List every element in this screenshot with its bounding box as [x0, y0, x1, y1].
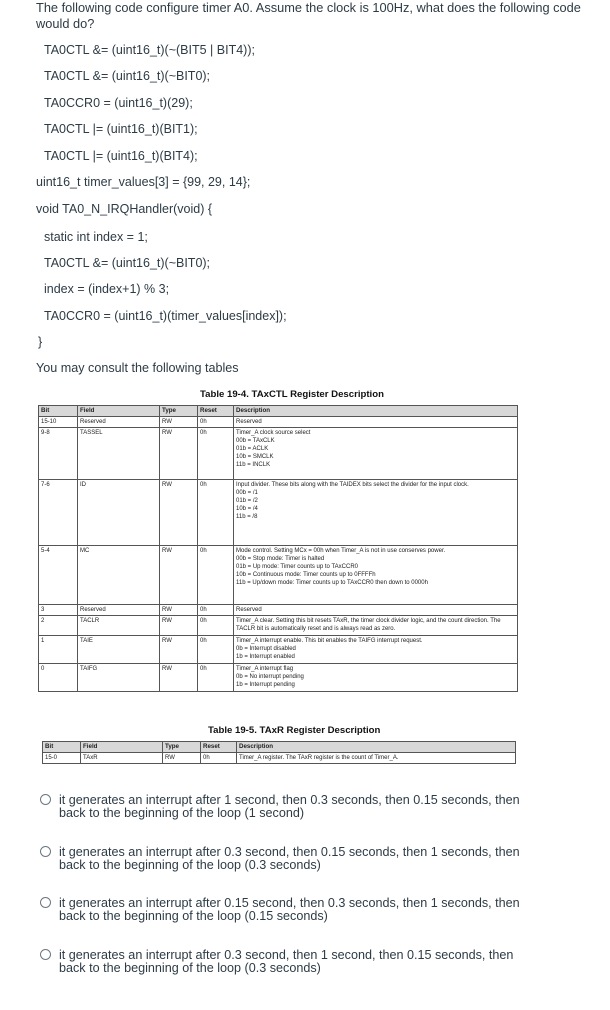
description-line: 10b = Continuous mode: Timer counts up to 0FFFFh [236, 572, 376, 578]
cell-description [234, 605, 518, 616]
cell-reset: 0h [198, 605, 234, 616]
cell-description [234, 480, 518, 546]
code-line: void TA0_N_IRQHandler(void) { [36, 202, 213, 216]
column-header: Bit [43, 742, 81, 753]
description-line: 10b = /4 [236, 506, 258, 512]
description-line: 01b = /2 [236, 498, 258, 504]
cell-field: TASSEL [78, 428, 160, 480]
cell-field: TAIE [78, 636, 160, 664]
cell-reset: 0h [198, 546, 234, 605]
code-line: TA0CTL |= (uint16_t)(BIT4); [44, 149, 198, 163]
column-header: Description [237, 742, 516, 753]
taxr-register-table [42, 741, 516, 764]
description-line: Timer_A clear. Setting this bit resets TAxR, the timer clock divider logic, and the count direction. The TACLR bit is automatically reset and is always read as zero. [236, 618, 501, 632]
cell-type: RW [160, 605, 198, 616]
column-header: Reset [201, 742, 237, 753]
description-line: Timer_A clock source select [236, 430, 311, 436]
cell-type: RW [160, 636, 198, 664]
cell-bit: 9-8 [39, 428, 78, 480]
table-row [39, 664, 518, 692]
radio-button[interactable] [40, 794, 51, 805]
column-header: Reset [198, 406, 234, 417]
cell-type: RW [160, 616, 198, 636]
description-line: Mode control. Setting MCx = 00h when Timer_A is not in use conserves power. [236, 548, 446, 554]
cell-description [237, 753, 516, 764]
code-line: static int index = 1; [44, 230, 148, 244]
code-line: TA0CCR0 = (uint16_t)(29); [44, 96, 193, 110]
description-line: 10b = SMCLK [236, 454, 274, 460]
table-row [39, 417, 518, 428]
cell-type: RW [160, 428, 198, 480]
table-row [39, 428, 518, 480]
cell-type: RW [160, 546, 198, 605]
cell-reset: 0h [198, 428, 234, 480]
cell-bit: 15-0 [43, 753, 81, 764]
table-row [39, 636, 518, 664]
option-label[interactable]: it generates an interrupt after 1 second, then 0.3 seconds, then 0.15 seconds, then back to the beginning of the loop (1 second) [59, 793, 520, 820]
description-line: 01b = ACLK [236, 446, 269, 452]
column-header: Type [160, 406, 198, 417]
cell-type: RW [160, 480, 198, 546]
description-line: 00b = Stop mode: Timer is halted [236, 556, 325, 562]
description-line: Timer_A interrupt flag [236, 666, 294, 672]
cell-bit: 7-6 [39, 480, 78, 546]
table2-caption: Table 19-5. TAxR Register Description [208, 725, 381, 736]
consult-text: You may consult the following tables [36, 361, 239, 375]
cell-description [234, 428, 518, 480]
description-line: 11b = INCLK [236, 462, 271, 468]
option-label[interactable]: it generates an interrupt after 0.3 second, then 0.15 seconds, then 1 seconds, then back to the beginning of the loop (0.3 seconds) [59, 845, 520, 872]
question-prompt: The following code configure timer A0. Assume the clock is 100Hz, what does the following code would do? [36, 0, 581, 31]
table-row [39, 616, 518, 636]
column-header: Description [234, 406, 518, 417]
cell-field: TAxR [81, 753, 163, 764]
radio-button[interactable] [40, 949, 51, 960]
column-header: Field [78, 406, 160, 417]
cell-type: RW [163, 753, 201, 764]
description-line: 1b = Interrupt pending [236, 682, 295, 688]
table1-caption: Table 19-4. TAxCTL Register Description [200, 389, 384, 400]
column-header: Type [163, 742, 201, 753]
table-row [43, 753, 516, 764]
description-line: 1b = Interrupt enabled [236, 654, 295, 660]
code-line: TA0CTL &= (uint16_t)(~BIT0); [44, 256, 211, 270]
description-line: Input divider. These bits along with the TAIDEX bits select the divider for the input clock. [236, 482, 469, 488]
cell-reset: 0h [198, 480, 234, 546]
cell-field: TACLR [78, 616, 160, 636]
cell-field: Reserved [78, 605, 160, 616]
description-line: Reserved [236, 419, 262, 425]
cell-bit: 3 [39, 605, 78, 616]
column-header: Field [81, 742, 163, 753]
cell-reset: 0h [198, 417, 234, 428]
cell-reset: 0h [198, 636, 234, 664]
cell-description [234, 616, 518, 636]
table-header-row [43, 742, 516, 753]
description-line: 01b = Up mode: Timer counts up to TAxCCR0 [236, 564, 359, 570]
cell-description [234, 546, 518, 605]
table-row [39, 480, 518, 546]
radio-button[interactable] [40, 897, 51, 908]
option-label[interactable]: it generates an interrupt after 0.15 second, then 0.3 seconds, then 1 seconds, then back to the beginning of the loop (0.15 seconds) [59, 896, 520, 923]
cell-reset: 0h [198, 664, 234, 692]
cell-field: TAIFG [78, 664, 160, 692]
table-row [39, 546, 518, 605]
cell-reset: 0h [201, 753, 237, 764]
code-line: } [38, 335, 43, 349]
code-line: TA0CCR0 = (uint16_t)(timer_values[index]); [44, 309, 287, 323]
cell-bit: 1 [39, 636, 78, 664]
cell-reset: 0h [198, 616, 234, 636]
cell-bit: 5-4 [39, 546, 78, 605]
radio-button[interactable] [40, 846, 51, 857]
cell-description [234, 664, 518, 692]
description-line: Timer_A register. The TAxR register is the count of Timer_A. [239, 755, 399, 761]
table-header-row [39, 406, 518, 417]
column-header: Bit [39, 406, 78, 417]
code-line: uint16_t timer_values[3] = {99, 29, 14}; [36, 175, 251, 189]
code-line: TA0CTL &= (uint16_t)(~BIT0); [44, 69, 211, 83]
cell-field: Reserved [78, 417, 160, 428]
description-line: 11b = /8 [236, 514, 258, 520]
cell-type: RW [160, 664, 198, 692]
cell-bit: 15-10 [39, 417, 78, 428]
description-line: 00b = /1 [236, 490, 258, 496]
code-line: index = (index+1) % 3; [44, 282, 170, 296]
code-line: TA0CTL &= (uint16_t)(~(BIT5 | BIT4)); [44, 43, 255, 57]
cell-field: MC [78, 546, 160, 605]
cell-bit: 0 [39, 664, 78, 692]
cell-description [234, 417, 518, 428]
cell-description [234, 636, 518, 664]
option-label[interactable]: it generates an interrupt after 0.3 second, then 1 second, then 0.15 seconds, then back to the beginning of the loop (0.3 seconds) [59, 948, 514, 975]
cell-bit: 2 [39, 616, 78, 636]
description-line: 0b = Interrupt disabled [236, 646, 296, 652]
description-line: 00b = TAxCLK [236, 438, 275, 444]
description-line: 11b = Up/down mode: Timer counts up to TAxCCR0 then down to 0000h [236, 580, 428, 586]
cell-type: RW [160, 417, 198, 428]
description-line: 0b = No interrupt pending [236, 674, 304, 680]
code-line: TA0CTL |= (uint16_t)(BIT1); [44, 122, 198, 136]
description-line: Reserved [236, 607, 262, 613]
table-row [39, 605, 518, 616]
taxctl-register-table [38, 405, 518, 692]
description-line: Timer_A interrupt enable. This bit enables the TAIFG interrupt request. [236, 638, 423, 644]
cell-field: ID [78, 480, 160, 546]
